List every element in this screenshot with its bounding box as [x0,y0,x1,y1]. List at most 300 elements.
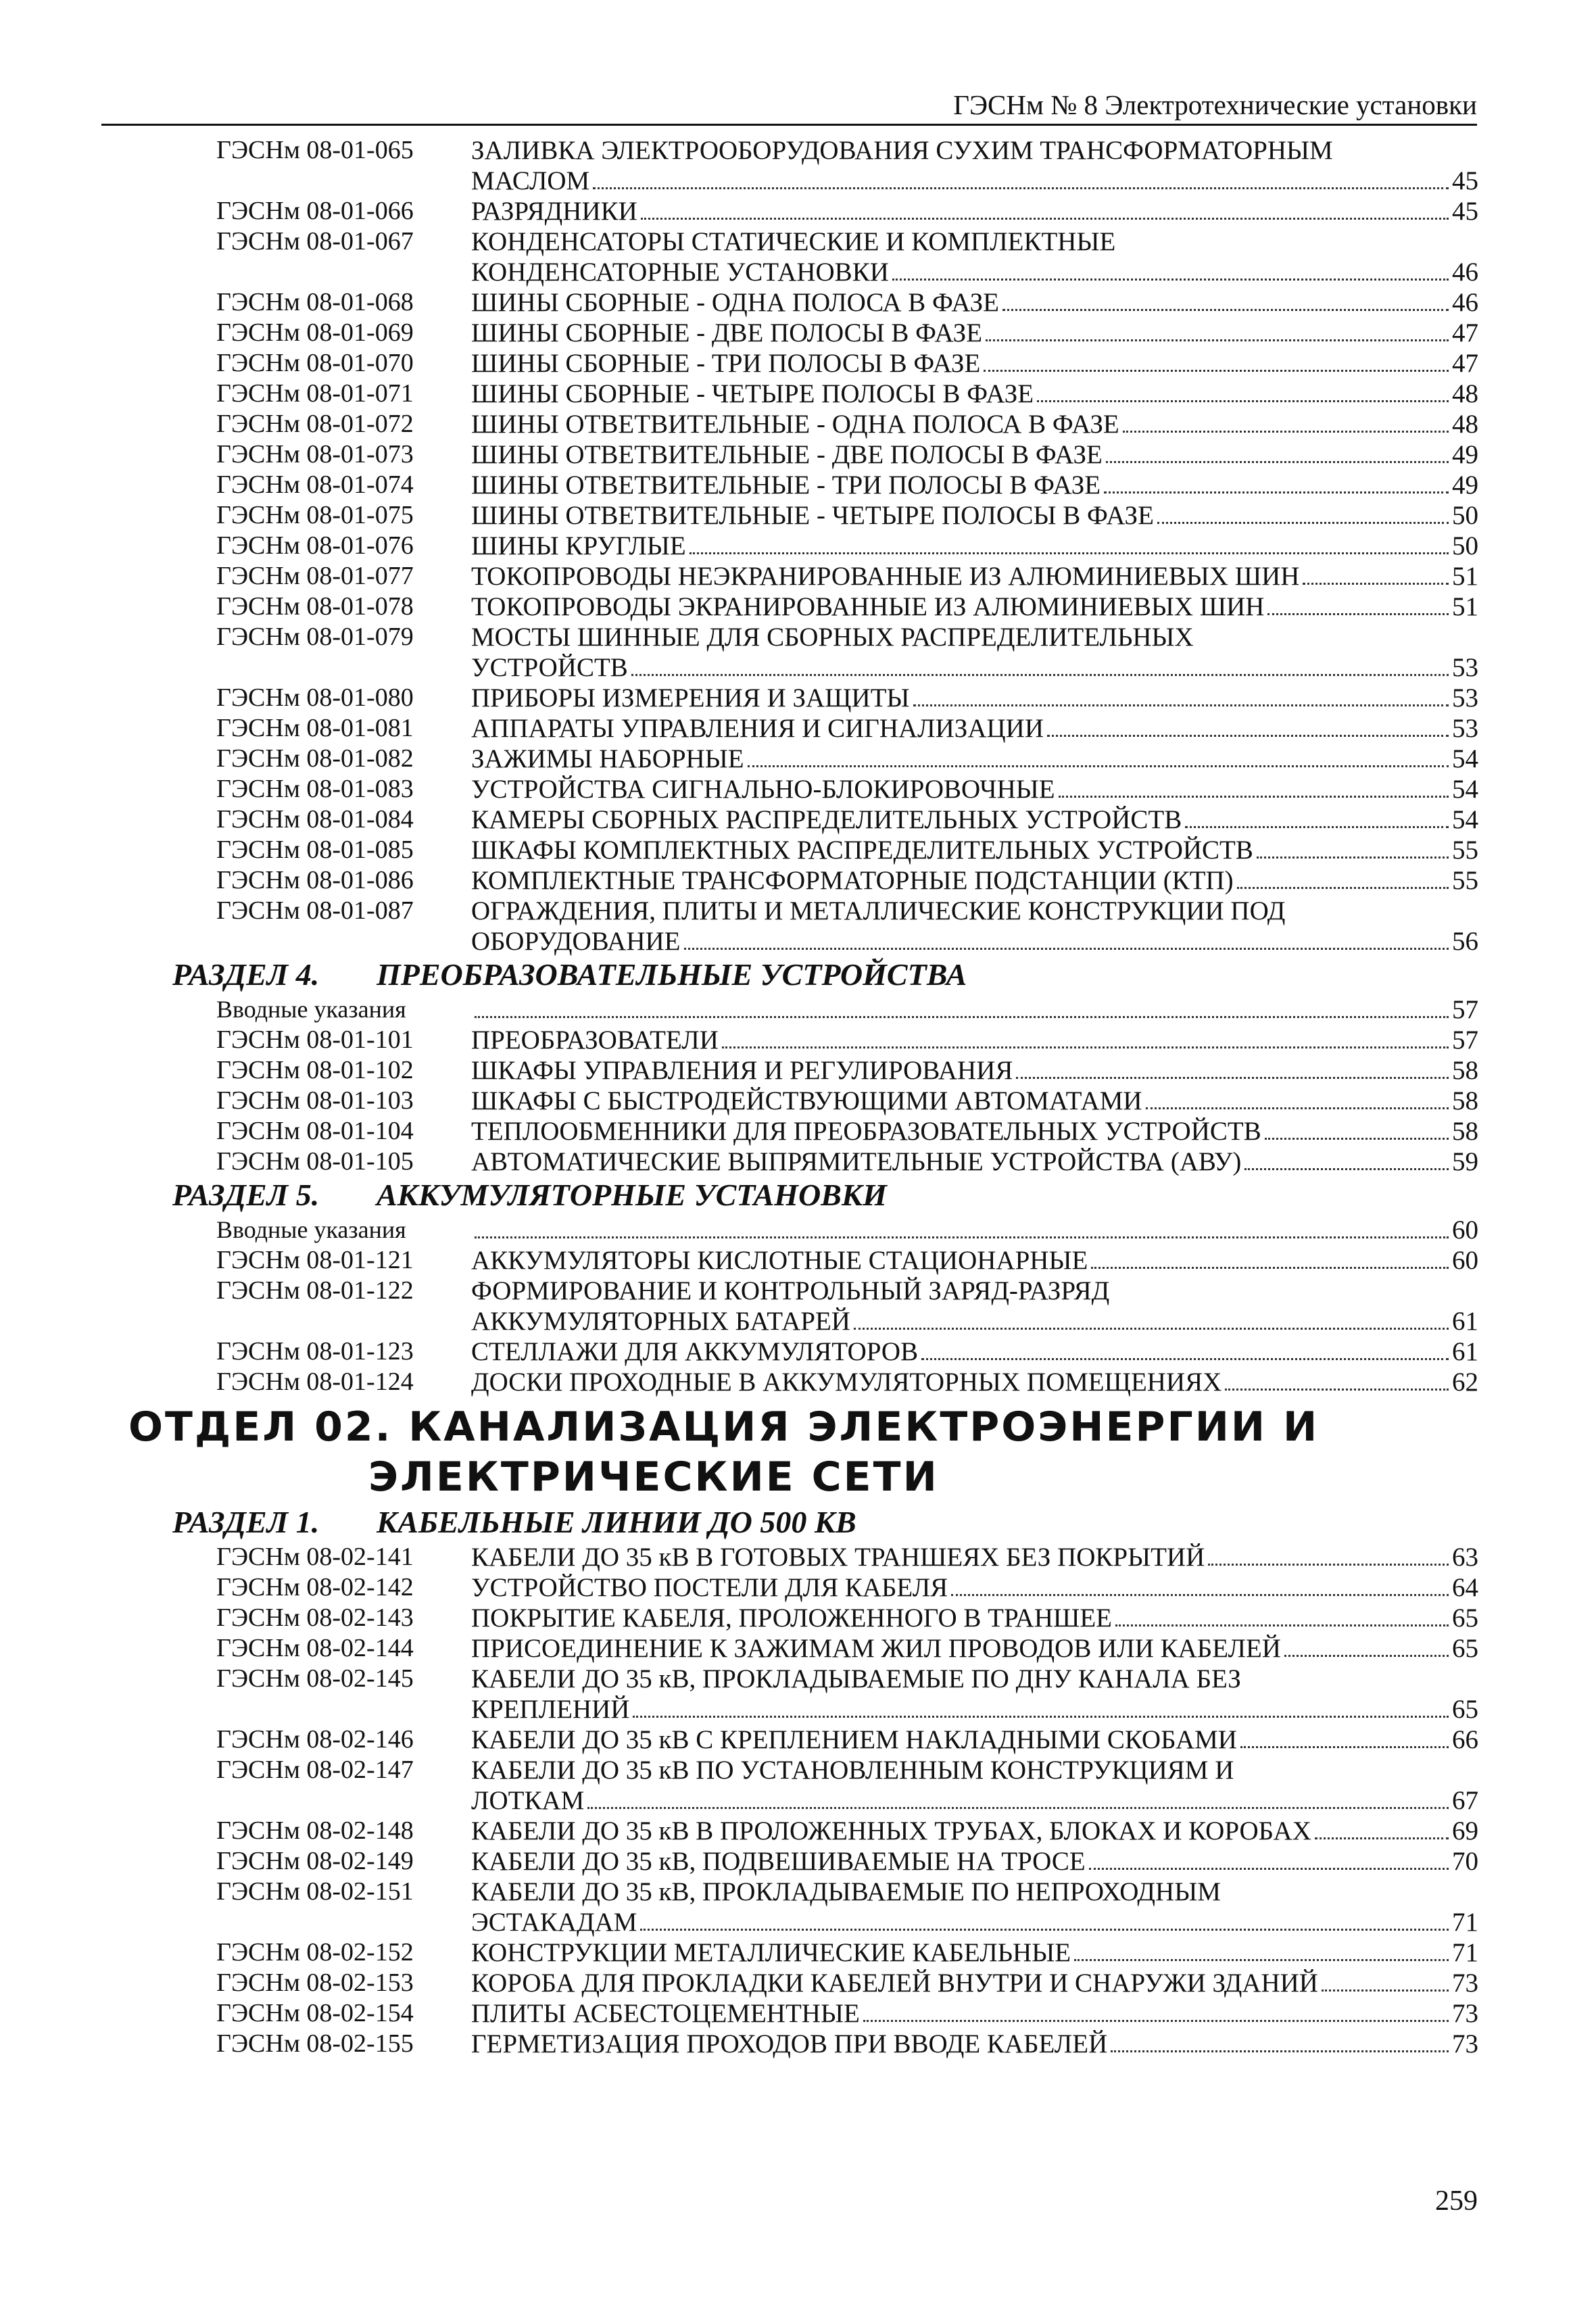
entry-title [471,683,1478,713]
entry-title-text: КАБЕЛИ ДО 35 кВ, ПРОКЛАДЫВАЕМЫЕ ПО ДНУ КАНАЛА БЕЗ [471,1664,1241,1693]
entry-title-line [471,1306,1478,1336]
entry-title-line [471,1785,1478,1816]
entry-title-line [471,1336,1478,1367]
entry-title-line [471,348,1478,379]
entry-code: ГЭСНм 08-02-141 [216,1543,414,1571]
entry-title-line [471,1998,1478,2029]
entry-page: 47 [1452,318,1478,347]
entry-title-text: ШИНЫ СБОРНЫЕ - ТРИ ПОЛОСЫ В ФАЗЕ [471,349,981,378]
header-title: ГЭСНм № 8 Электротехнические установки [953,89,1477,120]
entry-title-line [471,561,1478,592]
toc-entry [0,1542,1596,1572]
entry-title-text: ФОРМИРОВАНИЕ И КОНТРОЛЬНЫЙ ЗАРЯД-РАЗРЯД [471,1276,1110,1305]
toc-entry [0,1147,1596,1177]
entry-code: ГЭСНм 08-02-151 [216,1877,414,1906]
entry-page: 61 [1452,1337,1478,1366]
dot-leader [1123,410,1449,433]
entry-page: 62 [1452,1368,1478,1397]
toc-entry [0,713,1596,744]
entry-code: ГЭСНм 08-02-143 [216,1603,414,1632]
dot-leader [1074,1938,1449,1961]
entry-code: ГЭСНм 08-01-071 [216,379,414,408]
toc-entry [0,1633,1596,1664]
toc-entry [0,2029,1596,2059]
dot-leader [1185,805,1449,828]
entry-title [471,804,1478,835]
entry-page: 71 [1452,1938,1478,1967]
entry-page: 49 [1452,440,1478,469]
entry-title [471,622,1478,683]
entry-page: 73 [1452,1999,1478,2028]
entry-title [471,1877,1478,1937]
entry-title-line [471,926,1478,957]
entry-page: 54 [1452,775,1478,804]
entry-code: ГЭСНм 08-02-147 [216,1756,414,1784]
entry-code: ГЭСНм 08-02-153 [216,1969,414,1997]
entry-title-line [471,835,1478,865]
entry-title-line [471,379,1478,409]
entry-title [471,226,1478,287]
dot-leader [984,349,1449,372]
section-heading [0,1177,1596,1215]
entry-title-line [471,439,1478,470]
entry-title [471,1664,1478,1724]
entry-title-line [471,683,1478,713]
entry-page: 71 [1452,1908,1478,1937]
entry-title [471,439,1478,470]
entry-page: 48 [1452,379,1478,408]
entry-title [471,348,1478,379]
entry-page: 57 [1452,1026,1478,1055]
entry-title [471,1816,1478,1846]
entry-page: 47 [1452,349,1478,378]
entry-code: ГЭСНм 08-02-146 [216,1725,414,1754]
entry-title-line [471,1055,1478,1086]
entry-code: ГЭСНм 08-01-101 [216,1026,414,1054]
entry-code: ГЭСНм 08-02-155 [216,2029,414,2058]
entry-page: 69 [1452,1816,1478,1845]
entry-title-line [471,1603,1478,1633]
dot-leader [1115,1603,1449,1626]
entry-title-line [471,1245,1478,1276]
toc-entry [0,1816,1596,1846]
dot-leader [1016,1056,1449,1079]
entry-title [471,135,1478,196]
entry-page: 50 [1452,531,1478,560]
entry-code: ГЭСНм 08-01-077 [216,562,414,590]
entry-title-line [471,1694,1478,1724]
toc-entry [0,1336,1596,1367]
entry-title-line [471,2029,1478,2059]
entry-title [471,1276,1478,1336]
entry-title-text: АППАРАТЫ УПРАВЛЕНИЯ И СИГНАЛИЗАЦИИ [471,714,1044,743]
entry-title [471,774,1478,804]
entry-title-line [471,287,1478,318]
dot-leader [1315,1816,1449,1839]
entry-title-text: КОНСТРУКЦИИ МЕТАЛЛИЧЕСКИЕ КАБЕЛЬНЫЕ [471,1938,1071,1967]
section-title: КАБЕЛЬНЫЕ ЛИНИИ ДО 500 КВ [377,1505,856,1539]
toc-entry [0,1055,1596,1086]
dot-leader [475,1215,1449,1238]
dot-leader [722,1026,1449,1048]
entry-title-text: ШКАФЫ С БЫСТРОДЕЙСТВУЮЩИМИ АВТОМАТАМИ [471,1086,1142,1115]
entry-page: 51 [1452,562,1478,591]
dot-leader [1208,1543,1449,1566]
entry-code: ГЭСНм 08-01-122 [216,1276,414,1305]
entry-code: ГЭСНм 08-01-072 [216,410,414,438]
entry-title-text: АВТОМАТИЧЕСКИЕ ВЫПРЯМИТЕЛЬНЫЕ УСТРОЙСТВА (АВУ) [471,1147,1242,1176]
entry-page: 58 [1452,1056,1478,1085]
entry-code: ГЭСНм 08-02-145 [216,1664,414,1693]
entry-code: ГЭСНм 08-01-103 [216,1086,414,1115]
entry-title [471,1846,1478,1877]
entry-title-text: КОРОБА ДЛЯ ПРОКЛАДКИ КАБЕЛЕЙ ВНУТРИ И СНАРУЖИ ЗДАНИЙ [471,1969,1318,1998]
toc-entry [0,1116,1596,1147]
section-title: ПРЕОБРАЗОВАТЕЛЬНЫЕ УСТРОЙСТВА [377,957,967,992]
entry-code: ГЭСНм 08-01-124 [216,1368,414,1396]
entry-title [471,1336,1478,1367]
entry-title-line [471,257,1478,287]
toc-entry [0,1968,1596,1998]
entry-title-line [471,470,1478,500]
entry-title-text: ШИНЫ СБОРНЫЕ - ЧЕТЫРЕ ПОЛОСЫ В ФАЗЕ [471,379,1034,408]
entry-title [471,1215,1478,1245]
entry-title-text: ДОСКИ ПРОХОДНЫЕ В АККУМУЛЯТОРНЫХ ПОМЕЩЕНИЯХ [471,1368,1222,1397]
entry-page: 54 [1452,805,1478,834]
toc-entry [0,1664,1596,1724]
entry-title-line [471,1968,1478,1998]
entry-page: 45 [1452,166,1478,195]
section-heading [0,957,1596,994]
entry-title [471,1755,1478,1816]
entry-title [471,896,1478,957]
entry-title-line [471,1907,1478,1937]
entry-title-line [471,166,1478,196]
entry-title [471,1937,1478,1968]
entry-page: 45 [1452,197,1478,226]
toc-entry [0,348,1596,379]
entry-title-text: ТЕПЛООБМЕННИКИ ДЛЯ ПРЕОБРАЗОВАТЕЛЬНЫХ УСТРОЙСТВ [471,1117,1261,1146]
toc-entry [0,409,1596,439]
toc-entry [0,318,1596,348]
dot-leader [1267,592,1449,615]
toc-entry [0,135,1596,196]
entry-title [471,500,1478,531]
section-heading [0,1504,1596,1542]
entry-page: 50 [1452,501,1478,530]
division-title-line-1: ОТДЕЛ 02. КАНАЛИЗАЦИЯ ЭЛЕКТРОЭНЕРГИИ И [128,1403,1320,1451]
toc-entry [0,1025,1596,1055]
dot-leader [1240,1725,1449,1748]
entry-title [471,1572,1478,1603]
entry-title-line [471,896,1478,926]
entry-title-text: УСТРОЙСТВ [471,653,628,682]
division-heading [0,1397,1596,1504]
entry-page: 65 [1452,1695,1478,1724]
entry-title-text: КАБЕЛИ ДО 35 кВ С КРЕПЛЕНИЕМ НАКЛАДНЫМИ СКОБАМИ [471,1725,1237,1754]
toc-entry [0,1572,1596,1603]
toc-entry [0,287,1596,318]
entry-title [471,2029,1478,2059]
entry-page: 56 [1452,927,1478,956]
entry-title-text: УСТРОЙСТВА СИГНАЛЬНО-БЛОКИРОВОЧНЫЕ [471,775,1055,804]
entry-code: ГЭСНм 08-01-078 [216,592,414,621]
toc-entry [0,1276,1596,1336]
entry-title [471,1086,1478,1116]
toc-entry [0,1755,1596,1816]
entry-title-line [471,409,1478,439]
toc-entry [0,561,1596,592]
entry-title-text: КАБЕЛИ ДО 35 кВ В ГОТОВЫХ ТРАНШЕЯХ БЕЗ ПОКРЫТИЙ [471,1543,1205,1572]
entry-title [471,531,1478,561]
entry-title [471,865,1478,896]
entry-title-line [471,1846,1478,1877]
entry-page: 46 [1452,288,1478,317]
toc-entry [0,196,1596,226]
toc-entry [0,1603,1596,1633]
entry-code: ГЭСНм 08-02-142 [216,1573,414,1601]
dot-leader [641,197,1449,220]
entry-title-text: КАБЕЛИ ДО 35 кВ ПО УСТАНОВЛЕННЫМ КОНСТРУКЦИЯМ И [471,1756,1234,1785]
entry-title [471,1147,1478,1177]
entry-title-line [471,500,1478,531]
entry-code: ГЭСНм 08-01-073 [216,440,414,468]
dot-leader [951,1573,1449,1596]
entry-title-text: КОНДЕНСАТОРЫ СТАТИЧЕСКИЕ И КОМПЛЕКТНЫЕ [471,227,1116,256]
entry-title-line [471,1215,1478,1245]
entry-title-text: КАБЕЛИ ДО 35 кВ, ПРОКЛАДЫВАЕМЫЕ ПО НЕПРОХОДНЫМ [471,1877,1221,1906]
entry-code: ГЭСНм 08-01-067 [216,227,414,256]
entry-page: 63 [1452,1543,1478,1572]
entry-title-text: ШКАФЫ КОМПЛЕКТНЫХ РАСПРЕДЕЛИТЕЛЬНЫХ УСТРОЙСТВ [471,836,1253,865]
toc-entry [0,226,1596,287]
entry-title [471,379,1478,409]
entry-code: ГЭСНм 08-02-152 [216,1938,414,1967]
entry-title-text: ШИНЫ СБОРНЫЕ - ОДНА ПОЛОСА В ФАЗЕ [471,288,999,317]
toc-entry [0,1877,1596,1937]
entry-code: ГЭСНм 08-02-149 [216,1847,414,1875]
entry-code: ГЭСНм 08-01-069 [216,318,414,347]
dot-leader [1322,1969,1449,1992]
entry-title [471,1633,1478,1664]
entry-title-text: ТОКОПРОВОДЫ ЭКРАНИРОВАННЫЕ ИЗ АЛЮМИНИЕВЫХ ШИН [471,592,1265,621]
entry-page: 48 [1452,410,1478,439]
section-label: РАЗДЕЛ 4. [172,957,320,992]
dot-leader [1104,471,1449,493]
dot-leader [1265,1117,1449,1140]
entry-page: 64 [1452,1573,1478,1602]
entry-code: ГЭСНм 08-01-081 [216,714,414,742]
dot-leader [1303,562,1449,585]
entry-title-text: КАБЕЛИ ДО 35 кВ, ПОДВЕШИВАЕМЫЕ НА ТРОСЕ [471,1847,1086,1876]
entry-page: 53 [1452,653,1478,682]
entry-title-line [471,592,1478,622]
entry-title-text: АККУМУЛЯТОРЫ КИСЛОТНЫЕ СТАЦИОНАРНЫЕ [471,1246,1088,1275]
entry-title-line [471,1816,1478,1846]
toc-entry [0,1245,1596,1276]
dot-leader [986,318,1449,341]
dot-leader [1047,714,1449,737]
entry-title-line [471,774,1478,804]
entry-title [471,409,1478,439]
entry-code: ГЭСНм 08-01-080 [216,683,414,712]
entry-title-line [471,1877,1478,1907]
entry-title-line [471,1572,1478,1603]
entry-title-text: МАСЛОМ [471,166,590,195]
page-number: 259 [1435,2186,1478,2217]
entry-title-text: ЗАЛИВКА ЭЛЕКТРООБОРУДОВАНИЯ СУХИМ ТРАНСФОРМАТОРНЫМ [471,136,1333,165]
entry-title-text: КОНДЕНСАТОРНЫЕ УСТАНОВКИ [471,258,889,287]
entry-title-text: УСТРОЙСТВО ПОСТЕЛИ ДЛЯ КАБЕЛЯ [471,1573,948,1602]
entry-title-line [471,994,1478,1025]
entry-code: ГЭСНм 08-01-075 [216,501,414,529]
entry-title-line [471,1147,1478,1177]
entry-title-line [471,744,1478,774]
intro-label: Вводные указания [216,1216,406,1243]
entry-code: ГЭСНм 08-01-086 [216,866,414,894]
toc-entry [0,1724,1596,1755]
entry-title-text: ТОКОПРОВОДЫ НЕЭКРАНИРОВАННЫЕ ИЗ АЛЮМИНИЕВЫХ ШИН [471,562,1300,591]
entry-code: ГЭСНм 08-01-085 [216,836,414,864]
dot-leader [587,1786,1449,1809]
entry-code: ГЭСНм 08-01-068 [216,288,414,316]
entry-title-line [471,1633,1478,1664]
entry-title-line [471,1025,1478,1055]
entry-title [471,744,1478,774]
entry-title-text: ЭСТАКАДАМ [471,1908,637,1937]
entry-title-text: ШИНЫ КРУГЛЫЕ [471,531,686,560]
entry-code: ГЭСНм 08-01-102 [216,1056,414,1084]
toc-entry [0,531,1596,561]
entry-title-text: ОГРАЖДЕНИЯ, ПЛИТЫ И МЕТАЛЛИЧЕСКИЕ КОНСТРУКЦИИ ПОД [471,896,1286,925]
toc-entry [0,1937,1596,1968]
entry-title-text: КРЕПЛЕНИЙ [471,1695,630,1724]
toc-entry [0,439,1596,470]
toc-entry [0,1846,1596,1877]
entry-page: 60 [1452,1215,1478,1245]
dot-leader [1059,775,1449,798]
entry-code: ГЭСНм 08-01-070 [216,349,414,377]
entry-page: 49 [1452,471,1478,500]
entry-title [471,1542,1478,1572]
entry-title-line [471,1542,1478,1572]
entry-title [471,1998,1478,2029]
entry-title-line [471,196,1478,226]
dot-leader [1091,1246,1449,1269]
entry-page: 53 [1452,683,1478,713]
dot-leader [690,531,1449,554]
entry-title-line [471,1116,1478,1147]
dot-leader [748,744,1449,767]
entry-title [471,1968,1478,1998]
section-title: АККУМУЛЯТОРНЫЕ УСТАНОВКИ [377,1178,887,1212]
entry-title-text: ПОКРЫТИЕ КАБЕЛЯ, ПРОЛОЖЕННОГО В ТРАНШЕЕ [471,1603,1112,1633]
dot-leader [1037,379,1449,402]
dot-leader [854,1307,1449,1330]
toc-entry [0,683,1596,713]
toc-entry [0,1367,1596,1397]
entry-page: 59 [1452,1147,1478,1176]
table-of-contents [0,135,1596,2059]
dot-leader [921,1337,1449,1360]
entry-page: 53 [1452,714,1478,743]
toc-entry [0,774,1596,804]
entry-title-text: ШИНЫ ОТВЕТВИТЕЛЬНЫЕ - ТРИ ПОЛОСЫ В ФАЗЕ [471,471,1101,500]
running-header [101,71,1477,126]
toc-entry [0,1086,1596,1116]
dot-leader [1106,440,1449,463]
entry-title [471,1603,1478,1633]
entry-code: ГЭСНм 08-01-083 [216,775,414,803]
entry-title-text: ШИНЫ ОТВЕТВИТЕЛЬНЫЕ - ЧЕТЫРЕ ПОЛОСЫ В ФАЗЕ [471,501,1154,530]
toc-entry [0,622,1596,683]
entry-title-text: ЗАЖИМЫ НАБОРНЫЕ [471,744,744,773]
entry-title [471,994,1478,1025]
entry-code: ГЭСНм 08-01-082 [216,744,414,773]
dot-leader [640,1908,1449,1931]
entry-title-line [471,1664,1478,1694]
dot-leader [1089,1847,1449,1870]
entry-page: 65 [1452,1634,1478,1663]
entry-title-text: КАБЕЛИ ДО 35 кВ В ПРОЛОЖЕННЫХ ТРУБАХ, БЛОКАХ И КОРОБАХ [471,1816,1311,1845]
entry-title [471,835,1478,865]
entry-code: ГЭСНм 08-01-079 [216,623,414,651]
entry-page: 57 [1452,995,1478,1024]
dot-leader [631,653,1449,676]
entry-title-text: ПРИСОЕДИНЕНИЕ К ЗАЖИМАМ ЖИЛ ПРОВОДОВ ИЛИ КАБЕЛЕЙ [471,1634,1281,1663]
entry-title [471,1724,1478,1755]
entry-title-line [471,865,1478,896]
toc-entry [0,804,1596,835]
entry-code: ГЭСНм 08-02-144 [216,1634,414,1662]
dot-leader [863,1999,1449,2022]
entry-code: ГЭСНм 08-01-074 [216,471,414,499]
entry-page: 65 [1452,1603,1478,1633]
entry-code: ГЭСНм 08-02-148 [216,1816,414,1845]
toc-entry [0,865,1596,896]
entry-code: ГЭСНм 08-01-087 [216,896,414,925]
entry-title-text: КАМЕРЫ СБОРНЫХ РАСПРЕДЕЛИТЕЛЬНЫХ УСТРОЙСТВ [471,805,1182,834]
entry-code: ГЭСНм 08-02-154 [216,1999,414,2027]
entry-page: 60 [1452,1246,1478,1275]
entry-title-text: СТЕЛЛАЖИ ДЛЯ АККУМУЛЯТОРОВ [471,1337,919,1366]
entry-page: 58 [1452,1086,1478,1115]
entry-code: ГЭСНм 08-01-104 [216,1117,414,1145]
entry-title [471,592,1478,622]
entry-title [471,470,1478,500]
entry-title [471,561,1478,592]
intro-label: Вводные указания [216,996,406,1023]
toc-intro-entry [0,1215,1596,1245]
toc-entry [0,500,1596,531]
entry-code: ГЭСНм 08-01-065 [216,136,414,164]
entry-title-line [471,804,1478,835]
dot-leader [593,166,1449,189]
dot-leader [1284,1634,1449,1657]
entry-title-line [471,1086,1478,1116]
entry-title [471,1367,1478,1397]
entry-title-text: ОБОРУДОВАНИЕ [471,927,681,956]
dot-leader [913,683,1449,706]
entry-page: 46 [1452,258,1478,287]
entry-code: ГЭСНм 08-01-105 [216,1147,414,1176]
entry-title-line [471,531,1478,561]
dot-leader [1244,1147,1449,1170]
entry-page: 55 [1452,836,1478,865]
entry-title [471,1116,1478,1147]
entry-title-line [471,622,1478,652]
entry-title-line [471,1755,1478,1785]
